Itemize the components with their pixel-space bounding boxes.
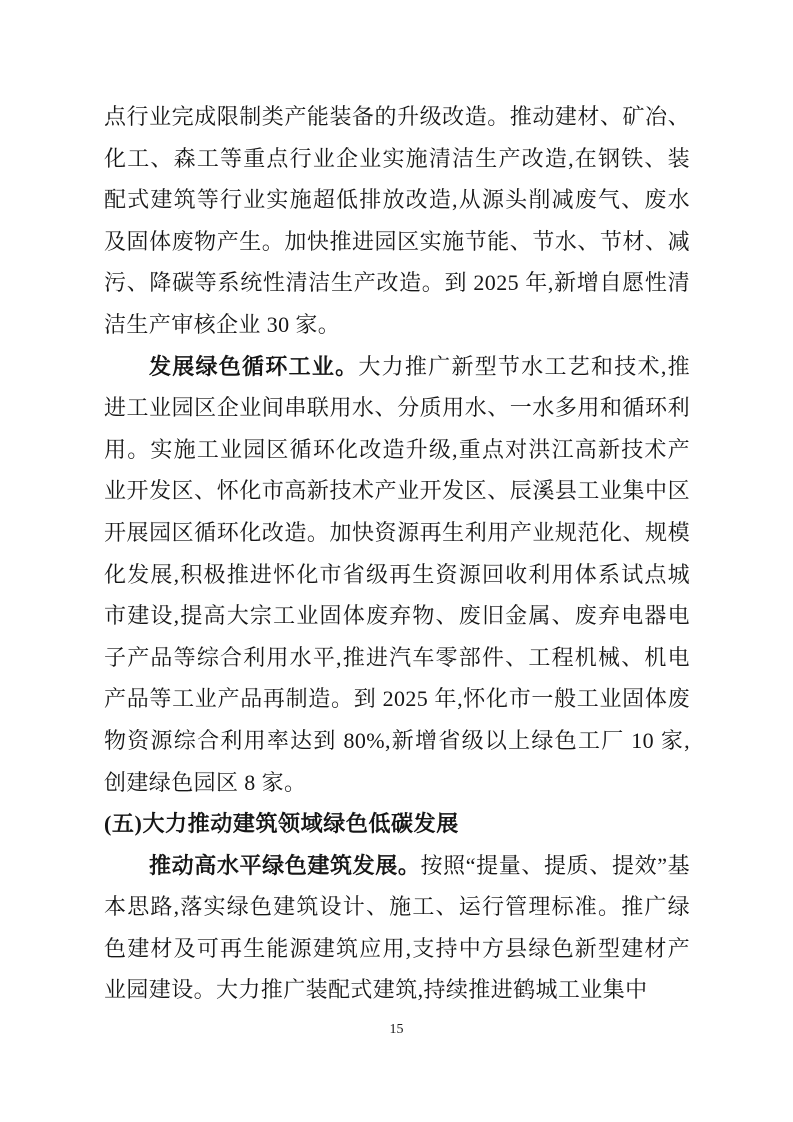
paragraph-lead-green-circular: 发展绿色循环工业。 [149,353,359,379]
paragraph-continuation [104,96,690,346]
section-heading-five: (五)大力推动建筑领域绿色低碳发展 [104,811,459,837]
paragraph-body-green-circular: 大力推广新型节水工艺和技术,推进工业园区企业间串联用水、分质用水、一水多用和循环利用。实施工业园区循环化改造升级,重点对洪江高新技术产业开发区、怀化市高新技术产业开发区、辰溪县工业集中区开展园区循环化改造。加快资源再生利用产业规范化、规模化发展,积极推进怀化市省级再生资源回收利用体系试点城市建设,提高大宗工业固体废弃物、废旧金属、废弃电器电子产品等综合利用水平,推进汽车零部件、工程机械、机电产品等工业产品再制造。到 2025 年,怀化市一般工业固体废物资源综合利用率达到 80%,新增省级以上绿色工厂 10 家,创建绿色园区 8 家。 [104,353,690,795]
paragraph-body-green-building: 按照“提量、提质、提效”基本思路,落实绿色建筑设计、施工、运行管理标准。推广绿色建材及可再生能源建筑应用,支持中方县绿色新型建材产业园建设。大力推广装配式建筑,持续推进鹤城工业集中 [104,852,690,1003]
page-number: 15 [389,1022,404,1037]
paragraph-continuation-text: 点行业完成限制类产能装备的升级改造。推动建材、矿冶、化工、森工等重点行业企业实施清洁生产改造,在钢铁、装配式建筑等行业实施超低排放改造,从源头削减废气、废水及固体废物产生。加快推进园区实施节能、节水、节材、减污、降碳等系统性清洁生产改造。到 2025 年,新增自愿性清洁生产审核企业 30 家。 [104,104,690,337]
paragraph-lead-green-building: 推动高水平绿色建筑发展。 [149,852,421,878]
paragraph-green-building [104,845,690,1011]
page-body [104,96,690,1011]
paragraph-green-circular-industry [104,346,690,804]
